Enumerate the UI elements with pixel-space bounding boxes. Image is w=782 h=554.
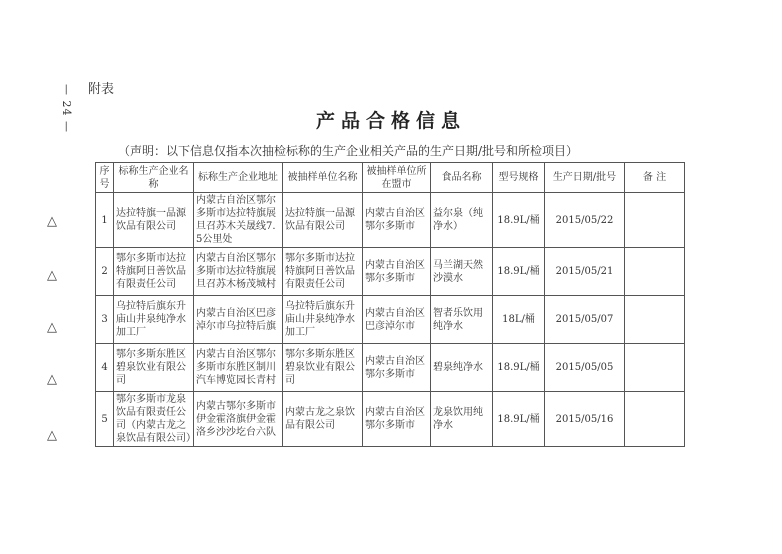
cell-food: 马兰湖天然沙漠水 [431, 248, 493, 296]
cell-no: 3 [96, 296, 114, 344]
header-address: 标称生产企业地址 [194, 163, 283, 193]
cell-no: 2 [96, 248, 114, 296]
table-row [96, 392, 685, 447]
table-row [96, 248, 685, 296]
cell-city: 内蒙古自治区巴彦淖尔市 [363, 296, 431, 344]
cell-date: 2015/05/05 [545, 344, 625, 392]
cell-note [625, 296, 685, 344]
cell-address: 内蒙古鄂尔多斯市伊金霍洛旗伊金霍洛乡沙沙圪台六队 [194, 392, 283, 447]
cell-producer: 乌拉特后旗东升庙山井泉纯净水加工厂 [114, 296, 194, 344]
header-note: 备 注 [625, 163, 685, 193]
header-city: 被抽样单位所在盟市 [363, 163, 431, 193]
cell-note [625, 248, 685, 296]
document-title: 产品合格信息 [315, 110, 466, 132]
cell-spec: 18.9L/桶 [493, 248, 545, 296]
table-row [96, 344, 685, 392]
triangle-marker-icon: △ [47, 268, 57, 283]
cell-date: 2015/05/22 [545, 193, 625, 248]
cell-no: 1 [96, 193, 114, 248]
triangle-marker-icon: △ [47, 428, 57, 443]
cell-spec: 18L/桶 [493, 296, 545, 344]
cell-spec: 18.9L/桶 [493, 193, 545, 248]
statement-text: （声明：以下信息仅指本次抽检标称的生产企业相关产品的生产日期/批号和所检项目） [118, 144, 579, 158]
cell-address: 内蒙古自治区巴彦淖尔市乌拉特后旗 [194, 296, 283, 344]
table-header-row [96, 163, 685, 193]
cell-sampled-unit: 内蒙古龙之泉饮品有限公司 [283, 392, 363, 447]
cell-address: 内蒙古自治区鄂尔多斯市东胜区制川汽车博览园长青村 [194, 344, 283, 392]
cell-food: 龙泉饮用纯净水 [431, 392, 493, 447]
cell-no: 5 [96, 392, 114, 447]
cell-producer: 鄂尔多斯市达拉特旗阿日善饮品有限责任公司 [114, 248, 194, 296]
cell-city: 内蒙古自治区鄂尔多斯市 [363, 248, 431, 296]
cell-city: 内蒙古自治区鄂尔多斯市 [363, 193, 431, 248]
header-no: 序号 [96, 163, 114, 193]
cell-sampled-unit: 鄂尔多斯东胜区碧泉饮业有限公司 [283, 344, 363, 392]
header-date: 生产日期/批号 [545, 163, 625, 193]
cell-spec: 18.9L/桶 [493, 392, 545, 447]
page-number: — 24 — [60, 84, 73, 133]
cell-sampled-unit: 鄂尔多斯市达拉特旗阿日善饮品有限责任公司 [283, 248, 363, 296]
qualified-products-table [95, 162, 685, 447]
cell-city: 内蒙古自治区鄂尔多斯市 [363, 344, 431, 392]
cell-spec: 18.9L/桶 [493, 344, 545, 392]
cell-sampled-unit: 达拉特旗一品源饮品有限公司 [283, 193, 363, 248]
cell-sampled-unit: 乌拉特后旗东升庙山井泉纯净水加工厂 [283, 296, 363, 344]
cell-no: 4 [96, 344, 114, 392]
cell-producer: 达拉特旗一品源饮品有限公司 [114, 193, 194, 248]
cell-address: 内蒙古自治区鄂尔多斯市达拉特旗展旦召苏木杨茂城村 [194, 248, 283, 296]
table-row [96, 193, 685, 248]
cell-date: 2015/05/21 [545, 248, 625, 296]
cell-producer: 鄂尔多斯东胜区碧泉饮业有限公司 [114, 344, 194, 392]
cell-food: 智者乐饮用纯净水 [431, 296, 493, 344]
triangle-marker-icon: △ [47, 372, 57, 387]
cell-producer: 鄂尔多斯市龙泉饮品有限责任公司（内蒙古龙之泉饮品有限公司） [114, 392, 194, 447]
cell-note [625, 193, 685, 248]
table-row [96, 296, 685, 344]
cell-note [625, 392, 685, 447]
cell-note [625, 344, 685, 392]
header-producer: 标称生产企业名称 [114, 163, 194, 193]
cell-address: 内蒙古自治区鄂尔多斯市达拉特旗展旦召苏木关晟线7.5公里处 [194, 193, 283, 248]
triangle-marker-icon: △ [47, 320, 57, 335]
cell-date: 2015/05/07 [545, 296, 625, 344]
cell-food: 碧泉纯净水 [431, 344, 493, 392]
header-sampled-unit: 被抽样单位名称 [283, 163, 363, 193]
cell-date: 2015/05/16 [545, 392, 625, 447]
header-spec: 型号规格 [493, 163, 545, 193]
cell-city: 内蒙古自治区鄂尔多斯市 [363, 392, 431, 447]
cell-food: 益尔泉（纯净水） [431, 193, 493, 248]
appendix-label: 附表 [88, 82, 115, 97]
header-food: 食品名称 [431, 163, 493, 193]
triangle-marker-icon: △ [47, 214, 57, 229]
